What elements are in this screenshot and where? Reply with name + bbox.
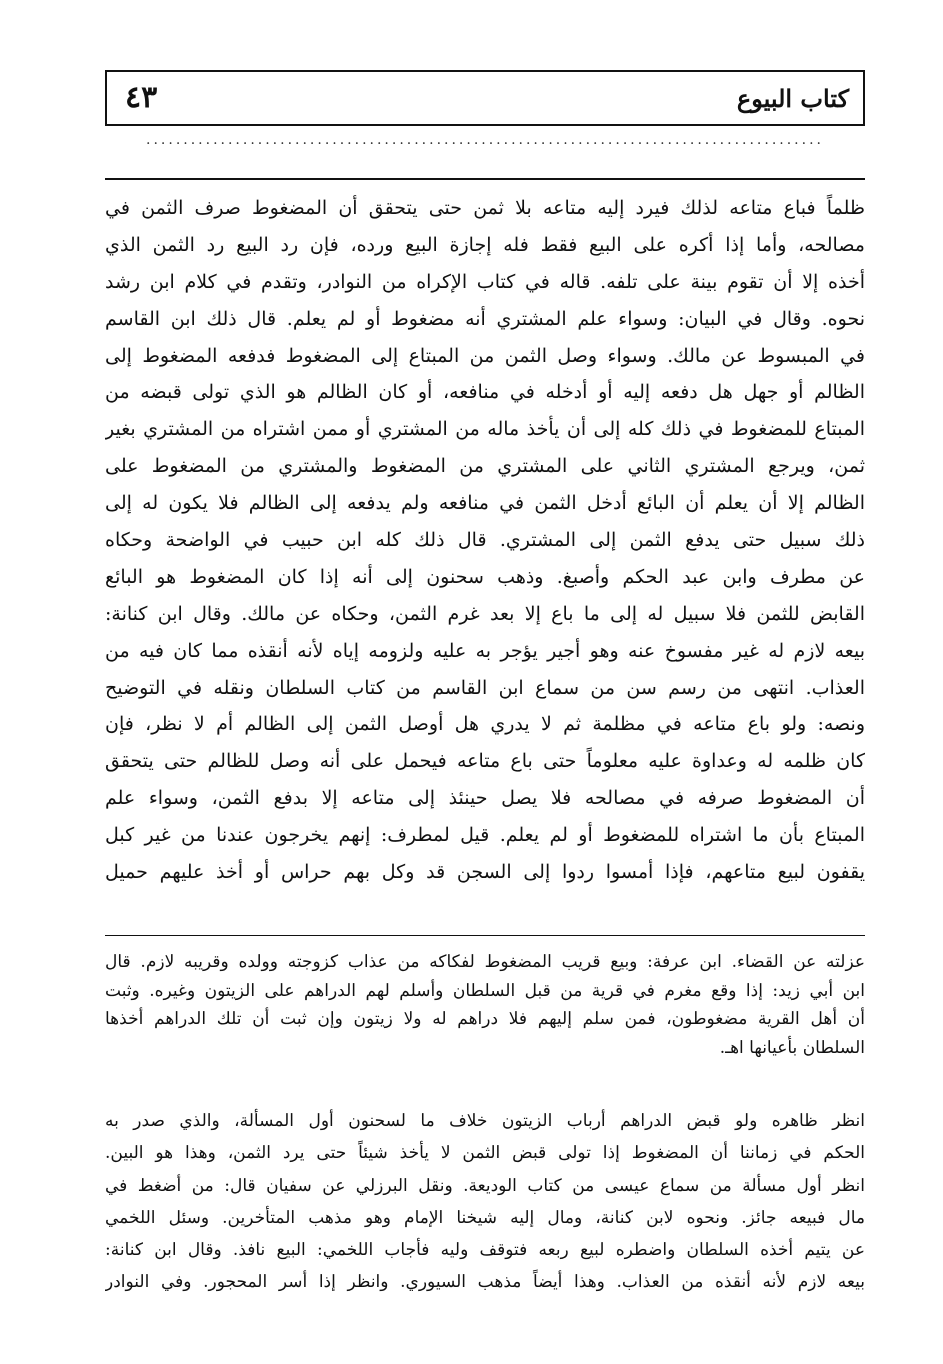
main-text-line: المبتاع للمضغوط في ذلك كله إلى أن يأخذ ماله من المشتري أو ممن اشتراه من المشتري بغير <box>105 418 865 441</box>
footnote-line: عن يتيم أخذه السلطان واضطره لبيع ربعه فتوقف وليه فأجاب اللخمي: البيع نافذ. وقال ابن كنانة: <box>105 1240 865 1261</box>
main-text-line: أخذه إلا أن تقوم بينة على تلفه. قاله في كتاب الإكراه من النوادر، وتقدم في كلام ابن رشد <box>105 270 865 293</box>
top-rule <box>105 178 865 180</box>
main-text-line: الظالم أو جهل هل دفعه إليه أو أدخله في منافعه، أو كان الظالم هو الذي تولى قبضه من <box>105 381 865 404</box>
main-text-line: ونصه: ولو باع متاعه في مظلمة ثم لا يدري هل أوصل الثمن إلى الظالم أم لا نظر، فإن <box>105 713 865 736</box>
footnote-line: الحكم في زماننا أن المضغوط إذا تولى قبض الثمن لا يأخذ شيئاً حتى يرد الثمن، وهذا هو البين. <box>105 1143 865 1164</box>
footnote-rule <box>105 935 865 936</box>
footnote-line: عزلته عن القضاء. ابن عرفة: وبيع قريب المضغوط لفكاكه من عذاب كزوجته وولده وقريبه لازم. قال <box>105 952 865 972</box>
main-text-line: ثمن، ويرجع المشتري الثاني على المشتري من المضغوط والمشتري من المضغوط على <box>105 455 865 478</box>
main-text-line: بيعه لازم له غير مفسوخ عنه وهو أجير يؤجر به عليه ولزومه إياه لأنه أنقذه مما كان فيه من <box>105 639 865 662</box>
footnote-line: بيعه لازم لأنه أنقذه من العذاب. وهذا أيضاً مذهب السيوري. وانظر إذا أسر المحجور. وفي النوادر <box>105 1272 865 1293</box>
main-text-line: مصالحه، وأما إذا أكره على البيع فقط فله إجازة البيع ورده، فإن رد البيع رد الثمن الذي <box>105 233 865 256</box>
main-text-line: عن مطرف وابن عبد الحكم وأصبغ. وذهب سحنون إلى أنه إذا كان المضغوط هو البائع <box>105 565 865 588</box>
main-text-line: القابض للثمن فلا سبيل له إلى ما باع إلا بعد غرم الثمن، وحكاه عن مالك. وقال ابن كنانة: <box>105 602 865 625</box>
page-number: ٤٣ <box>125 80 158 115</box>
footnote-line: انظر ظاهره ولو قبض الدراهم أرباب الزيتون خلاف ما لسحنون أول المسألة، والذي صدر به <box>105 1111 865 1131</box>
footnote-block-2 <box>105 1105 865 1299</box>
main-text-line: الظالم إلا أن يعلم أن البائع أدخل الثمن في منافعه ولم يدفعه إلى الظالم فلا يكون له إلى <box>105 492 865 515</box>
footnote-line: السلطان بأعيانها اهـ. <box>719 1038 865 1059</box>
main-text-line: أن المضغوط صرفه في مصالحه فلا يصل حينئذ إلى متاعه إلا بدفع الثمن، وسواء علم <box>105 787 865 810</box>
main-text-line: نحوه. وقال في البيان: وسواء علم المشتري أنه مضغوط أو لم يعلم. قال ذلك ابن القاسم <box>105 307 865 330</box>
main-text-block <box>105 190 865 891</box>
main-text-line: ظلماً فباع متاعه لذلك فيرد إليه متاعه بلا ثمن حتى يتحقق أن المضغوط صرف الثمن في <box>105 197 865 219</box>
main-text-line: في المبسوط عن مالك. وسواء وصل الثمن من المبتاع إلى المضغوط فدفعه المضغوط إلى <box>105 344 865 367</box>
dotted-separator: ........................................................................................... <box>146 132 824 148</box>
footnote-line: انظر أول مسألة من سماع عيسى من كتاب الوديعة. ونقل البرزلي عن سفيان قال: من أضغط في <box>105 1175 865 1196</box>
footnote-line: أن أهل القرية مضغوطون، فمن سلم إليهم فلا دراهم له ولا زيتون وإن ثبت أن تلك الدراهم أخذها <box>105 1009 865 1030</box>
main-text-line: ذلك سبيل حتى يدفع الثمن إلى المشتري. قال ذلك كله ابن حبيب في الواضحة وحكاه <box>105 529 865 552</box>
main-text-line: المبتاع بأن ما اشتراه للمضغوط أو لم يعلم. قيل لمطرف: إنهم يخرجون عندنا من غير كبل <box>105 824 865 847</box>
main-text-line: العذاب. انتهى من رسم سن من سماع ابن القاسم من كتاب السلطان ونقله في التوضيح <box>105 676 865 699</box>
main-text-line: كان ظلمه له وعداوة عليه معلوماً حتى باع متاعه فيحمل على أنه وصل للظالم حتى يتحقق <box>105 750 865 773</box>
footnote-block-1 <box>105 948 865 1063</box>
footnote-line: ابن أبي زيد: إذا وقع مغرم في قرية من قبل السلطان وأسلم لهم الدراهم على الزيتون وغيره. وثبت <box>105 980 865 1001</box>
running-header <box>105 70 865 126</box>
footnote-line: مال فبيعه جائز. ونحوه لابن كنانة، ومال إليه شيخنا الإمام وهو مذهب المتأخرين. وسئل اللخمي <box>105 1207 865 1228</box>
main-text-line: يقفون لبيع متاعهم، فإذا أمسوا ردوا إلى السجن قد وكل بهم حراس أو أخذ عليهم حميل <box>105 861 865 884</box>
chapter-title: كتاب البيوع <box>736 84 849 113</box>
